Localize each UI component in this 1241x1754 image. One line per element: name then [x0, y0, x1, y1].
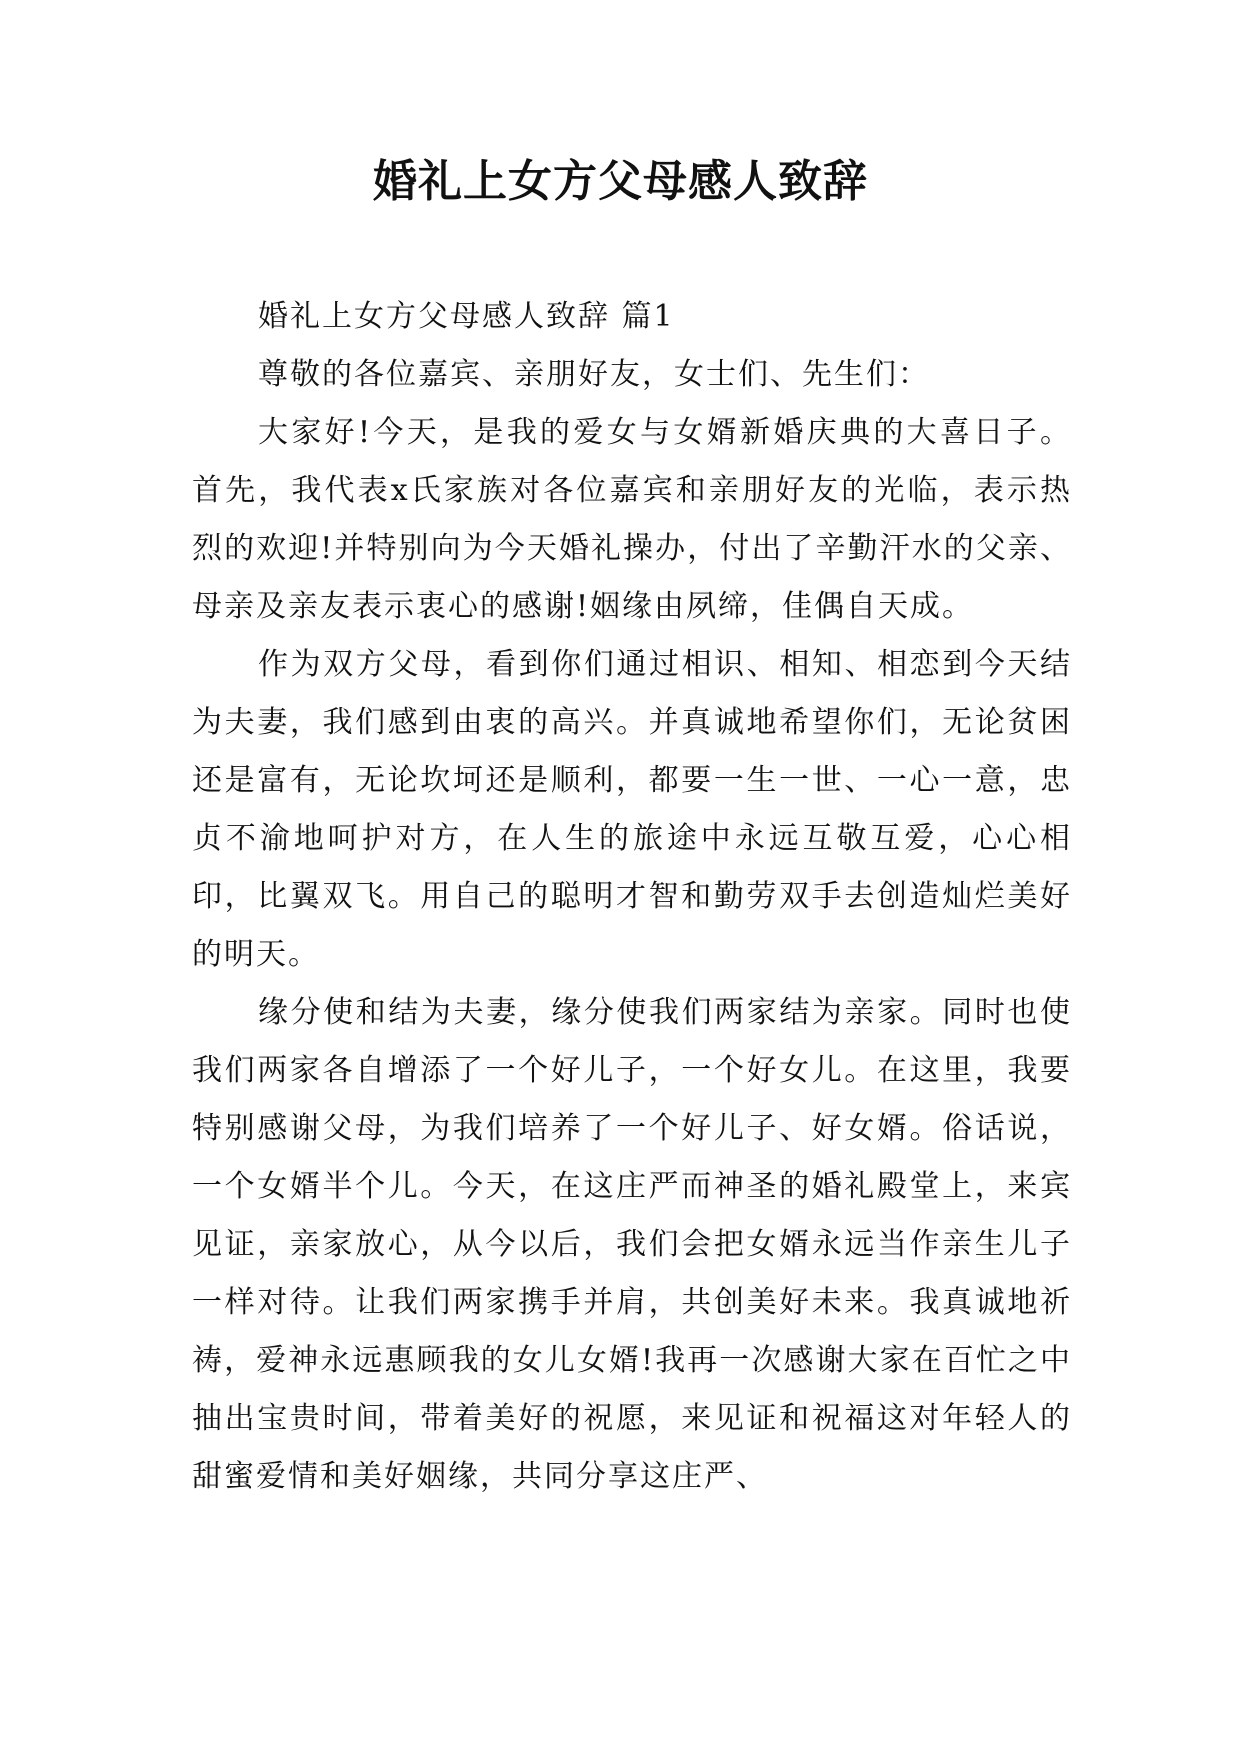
paragraph-3: 缘分使和结为夫妻，缘分使我们两家结为亲家。同时也使我们两家各自增添了一个好儿子，一个好女儿。在这里，我要特别感谢父母，为我们培养了一个好儿子、好女婿。俗话说，一个女婿半个儿。今天，在这庄严而神圣的婚礼殿堂上，来宾见证，亲家放心，从今以后，我们会把女婿永远当作亲生儿子一样对待。让我们两家携手并肩，共创美好未来。我真诚地祈祷，爱神永远惠顾我的女儿女婿!我再一次感谢大家在百忙之中抽出宝贵时间，带着美好的祝愿，来见证和祝福这对年轻人的甜蜜爱情和美好姻缘，共同分享这庄严、	[192, 995, 1072, 1494]
document-body	[192, 288, 1072, 1506]
paragraph-2: 作为双方父母，看到你们通过相识、相知、相恋到今天结为夫妻，我们感到由衷的高兴。并真诚地希望你们，无论贫困还是富有，无论坎坷还是顺利，都要一生一世、一心一意，忠贞不渝地呵护对方，在人生的旅途中永远互敬互爱，心心相印，比翼双飞。用自己的聪明才智和勤劳双手去创造灿烂美好的明天。	[192, 647, 1072, 972]
section-heading: 婚礼上女方父母感人致辞 篇1	[258, 299, 675, 334]
paragraph-1: 大家好!今天，是我的爱女与女婿新婚庆典的大喜日子。首先，我代表x氏家族对各位嘉宾和亲朋好友的光临，表示热烈的欢迎!并特别向为今天婚礼操办，付出了辛勤汗水的父亲、母亲及亲友表示衷心的感谢!姻缘由夙缔，佳偶自天成。	[192, 415, 1072, 624]
salutation: 尊敬的各位嘉宾、亲朋好友，女士们、先生们：	[258, 357, 930, 392]
document-title: 婚礼上女方父母感人致辞	[373, 156, 868, 207]
